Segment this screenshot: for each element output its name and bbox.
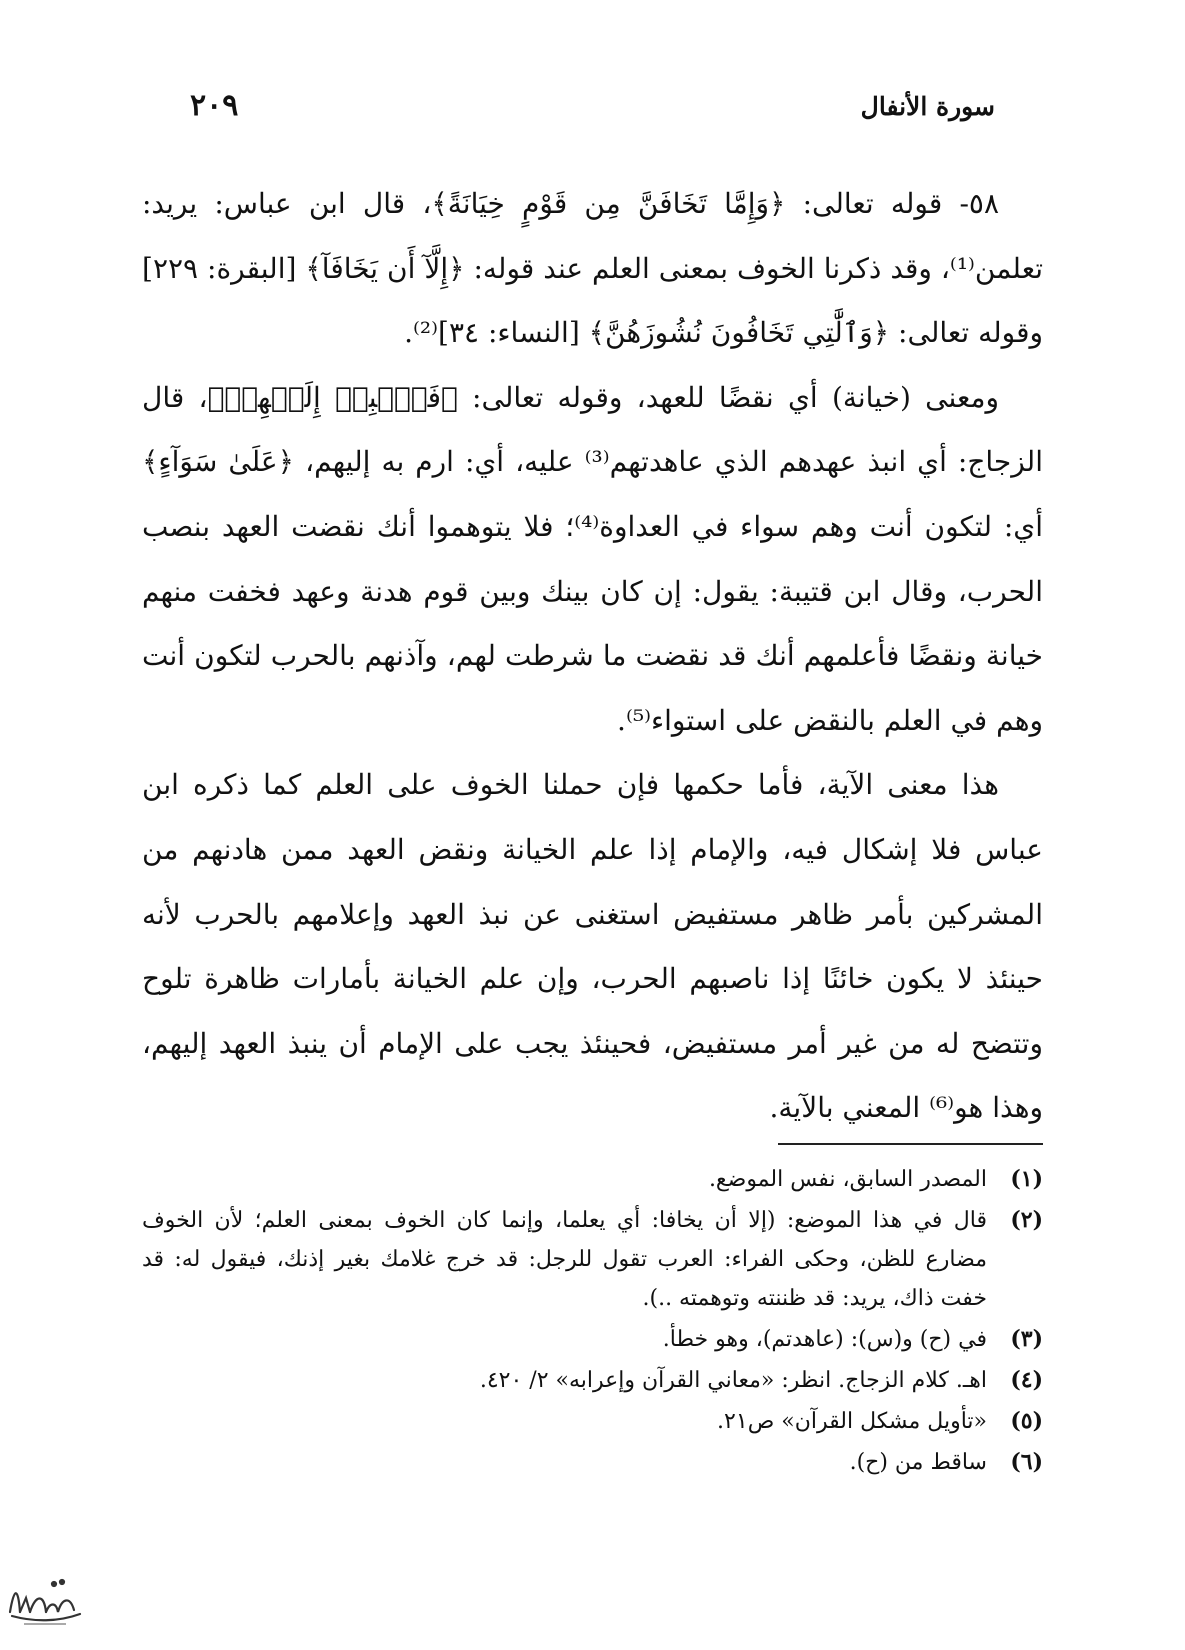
footnote-text: المصدر السابق، نفس الموضع. [708, 1167, 987, 1192]
footnote-number: (٢) [1010, 1207, 1043, 1233]
footnote-6 [142, 1443, 1043, 1482]
footnote-3 [142, 1320, 1043, 1359]
footnote-1 [142, 1160, 1043, 1199]
footnote-text: ساقط من (ح). [849, 1450, 987, 1475]
footnote-text: «تأويل مشكل القرآن» ص٢١. [717, 1409, 987, 1434]
footnote-text: اهـ. كلام الزجاج. انظر: «معاني القرآن وإعرابه» ٢/ ٤٢٠. [479, 1368, 987, 1393]
footnote-number: (١) [1010, 1166, 1043, 1192]
footnote-separator [778, 1143, 1043, 1145]
footnote-2 [142, 1201, 1043, 1318]
footnote-number: (٤) [1010, 1367, 1043, 1393]
footnote-text: في (ح) و(س): (عاهدتم)، وهو خطأ. [662, 1327, 987, 1352]
footnote-text: قال في هذا الموضع: (إلا أن يخافا: أي يعلما، وإنما كان الخوف بمعنى العلم؛ لأن الخوف مضارع للظن، وحكى الفراء: العرب تقول للرجل: قد خرج غلامك بغير إذنك، فيقول له: قد خفت ذاك، يريد: قد ظننته وتوهمته ..). [142, 1208, 987, 1311]
paragraph-khiyana-meaning: ومعنى (خيانة) أي نقضًا للعهد، وقوله تعالى: ﴿فَٱنۢبِذۡ إِلَيۡهِمۡ﴾، قال الزجاج: أي انبذ عهدهم الذي عاهدتهم⁽³⁾ عليه، أي: ارم به إليهم، ﴿عَلَىٰ سَوَآءٍ﴾ أي: لتكون أنت وهم سواء في العداوة⁽⁴⁾؛ فلا يتوهموا أنك نقضت العهد بنصب الحرب، وقال ابن قتيبة: يقول: إن كان بينك وبين قوم هدنة وعهد فخفت منهم خيانة ونقضًا فأعلمهم أنك قد نقضت ما شرطت لهم، وآذنهم بالحرب لتكون أنت وهم في العلم بالنقض على استواء⁽⁵⁾. [142, 380, 1043, 737]
footnote-number: (٦) [1010, 1449, 1043, 1475]
footnotes [142, 1160, 1043, 1484]
footnote-number: (٥) [1010, 1408, 1043, 1434]
paragraph-verse-58: ٥٨- قوله تعالى: ﴿وَإِمَّا تَخَافَنَّ مِن قَوْمٍ خِيَانَةً﴾، قال ابن عباس: يريد: تعلمن⁽¹⁾، وقد ذكرنا الخوف بمعنى العلم عند قوله: ﴿إِلَّآ أَن يَخَافَآ﴾ [البقرة: ٢٢٩] وقوله تعالى: ﴿وَٱلَّٰتِي تَخَافُونَ نُشُوزَهُنَّ﴾ [النساء: ٣٤]⁽²⁾. [142, 187, 1043, 350]
footnote-number: (٣) [1010, 1326, 1043, 1352]
library-stamp-icon [4, 1568, 84, 1628]
page-header [190, 88, 995, 132]
footnote-5 [142, 1402, 1043, 1441]
page-number: ٢٠٩ [190, 88, 239, 123]
main-text [142, 172, 1043, 1141]
surah-title: سورة الأنفال [860, 92, 995, 121]
footnote-4 [142, 1361, 1043, 1400]
paragraph-ruling: هذا معنى الآية، فأما حكمها فإن حملنا الخوف على العلم كما ذكره ابن عباس فلا إشكال فيه، والإمام إذا علم الخيانة ونقض العهد ممن هادنهم من المشركين بأمر ظاهر مستفيض استغنى عن نبذ العهد وإعلامهم بالحرب لأنه حينئذ لا يكون خائنًا إذا ناصبهم الحرب، وإن علم الخيانة بأمارات ظاهرة تلوح وتتضح له من غير أمر مستفيض، فحينئذ يجب على الإمام أن ينبذ العهد إليهم، وهذا هو⁽⁶⁾ المعني بالآية. [142, 768, 1043, 1125]
